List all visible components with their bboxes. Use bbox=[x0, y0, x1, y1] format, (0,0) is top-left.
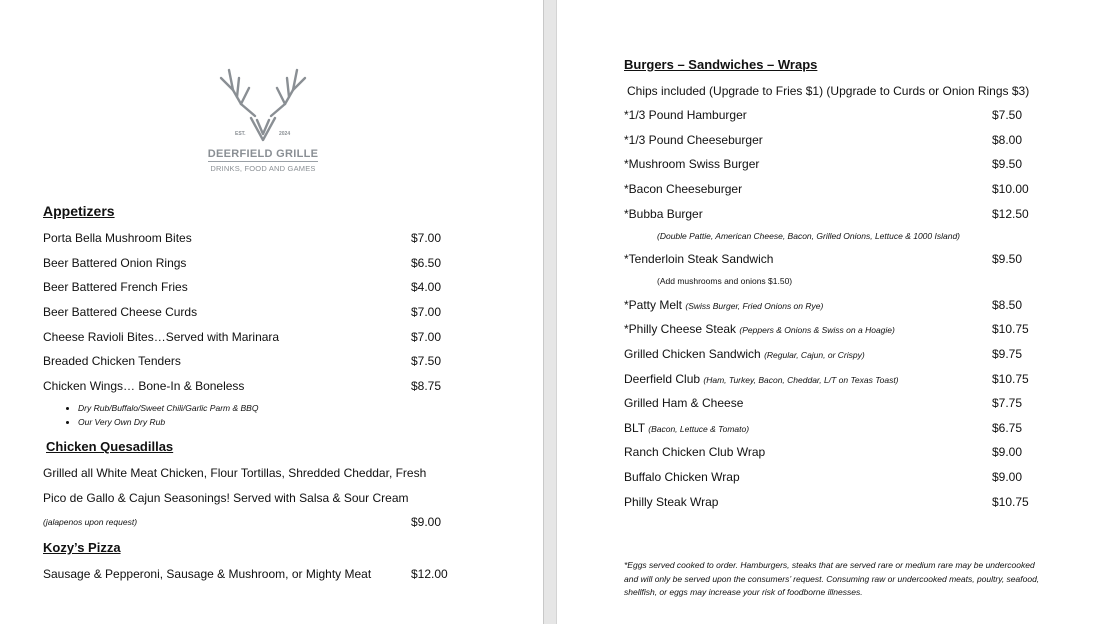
menu-item-name: *Tenderloin Steak Sandwich bbox=[624, 252, 774, 266]
menu-item-note: (Swiss Burger, Fried Onions on Rye) bbox=[685, 301, 824, 311]
menu-item-name: Chicken Wings… Bone-In & Boneless bbox=[43, 379, 245, 393]
menu-item-price: $10.00 bbox=[992, 182, 1029, 196]
quesadillas-price: $9.00 bbox=[411, 515, 442, 529]
menu-item-price: $10.75 bbox=[992, 372, 1029, 386]
quesadillas-desc-line2: Pico de Gallo & Cajun Seasonings! Served with Salsa & Sour Cream bbox=[43, 491, 409, 505]
menu-item-price: $8.00 bbox=[992, 133, 1023, 147]
menu-item-name: Deerfield Club bbox=[624, 372, 701, 386]
menu-item-name: Beer Battered Onion Rings bbox=[43, 256, 187, 270]
menu-item-name: Philly Steak Wrap bbox=[624, 495, 719, 509]
menu-item-name: Cheese Ravioli Bites…Served with Marinara bbox=[43, 330, 280, 344]
bubba-note: (Double Pattie, American Cheese, Bacon, Grilled Onions, Lettuce & 1000 Island) bbox=[657, 231, 961, 241]
menu-item-price: $6.50 bbox=[411, 256, 442, 270]
appetizers-heading: Appetizers bbox=[43, 203, 115, 219]
menu-item-price: $9.00 bbox=[992, 445, 1023, 459]
menu-item-name: Buffalo Chicken Wrap bbox=[624, 470, 740, 484]
menu-item-note: (Peppers & Onions & Swiss on a Hoagie) bbox=[739, 325, 895, 335]
list-item: • Our Very Own Dry Rub bbox=[78, 415, 258, 429]
pizza-heading: Kozy’s Pizza bbox=[43, 540, 121, 555]
menu-item-price: $9.50 bbox=[992, 252, 1023, 266]
menu-item-name: *Mushroom Swiss Burger bbox=[624, 157, 760, 171]
menu-item-price: $4.00 bbox=[411, 280, 442, 294]
menu-item-price: $8.50 bbox=[992, 298, 1023, 312]
logo-tagline: DRINKS, FOOD AND GAMES bbox=[210, 164, 316, 173]
menu-item-name: *Bacon Cheeseburger bbox=[624, 182, 743, 196]
wing-options-list bbox=[62, 401, 258, 429]
menu-item-price: $9.50 bbox=[992, 157, 1023, 171]
menu-item-name: *Philly Cheese Steak bbox=[624, 322, 737, 336]
menu-item-price: $6.75 bbox=[992, 421, 1023, 435]
menu-item-name: Breaded Chicken Tenders bbox=[43, 354, 181, 368]
menu-item bbox=[624, 322, 895, 336]
menu-item bbox=[624, 372, 899, 386]
list-item: • Dry Rub/Buffalo/Sweet Chili/Garlic Parm & BBQ bbox=[78, 401, 258, 415]
restaurant-logo bbox=[205, 64, 321, 176]
burgers-heading: Burgers – Sandwiches – Wraps bbox=[624, 57, 818, 72]
menu-item-price: $7.00 bbox=[411, 231, 442, 245]
menu-item bbox=[624, 347, 865, 361]
food-safety-footnote: *Eggs served cooked to order. Hamburgers, steaks that are served rare or medium rare may be undercooked and will only be served upon the consumers’ request. Consuming raw or undercooked meats, poultry, seafood, shellfish, or eggs may increase your risk of foodborne illnesses. bbox=[624, 560, 1040, 597]
menu-item bbox=[624, 298, 823, 312]
menu-item-name: Ranch Chicken Club Wrap bbox=[624, 445, 766, 459]
quesadillas-heading: Chicken Quesadillas bbox=[46, 439, 174, 454]
pizza-desc: Sausage & Pepperoni, Sausage & Mushroom, or Mighty Meat bbox=[43, 567, 372, 581]
menu-item-name: Beer Battered French Fries bbox=[43, 280, 188, 294]
menu-item-name: *Bubba Burger bbox=[624, 207, 703, 221]
menu-item-note: (Regular, Cajun, or Crispy) bbox=[764, 350, 865, 360]
menu-item-name: Grilled Chicken Sandwich bbox=[624, 347, 761, 361]
deer-antlers-icon bbox=[213, 64, 313, 144]
menu-item-price: $7.00 bbox=[411, 330, 442, 344]
menu-item-name: Grilled Ham & Cheese bbox=[624, 396, 744, 410]
menu-item-name: *1/3 Pound Hamburger bbox=[624, 108, 747, 122]
menu-item-name: BLT bbox=[624, 421, 645, 435]
pizza-price: $12.00 bbox=[411, 567, 448, 581]
menu-item-price: $10.75 bbox=[992, 495, 1029, 509]
menu-item-name: *1/3 Pound Cheeseburger bbox=[624, 133, 763, 147]
logo-year: 2024 bbox=[279, 131, 291, 137]
burgers-subtitle: Chips included (Upgrade to Fries $1) (Upgrade to Curds or Onion Rings $3) bbox=[627, 84, 1030, 98]
menu-item-note: (Bacon, Lettuce & Tomato) bbox=[648, 424, 750, 434]
menu-item-name: Beer Battered Cheese Curds bbox=[43, 305, 198, 319]
quesadillas-desc-line1: Grilled all White Meat Chicken, Flour Tortillas, Shredded Cheddar, Fresh bbox=[43, 466, 427, 480]
menu-item-price: $8.75 bbox=[411, 379, 442, 393]
menu-item-price: $10.75 bbox=[992, 322, 1029, 336]
menu-item-note: (Ham, Turkey, Bacon, Cheddar, L/T on Texas Toast) bbox=[703, 375, 899, 385]
menu-item-price: $9.75 bbox=[992, 347, 1023, 361]
menu-item-price: $7.75 bbox=[992, 396, 1023, 410]
menu-item-price: $9.00 bbox=[992, 470, 1023, 484]
menu-item-price: $7.50 bbox=[411, 354, 442, 368]
logo-est: EST. bbox=[235, 131, 246, 137]
logo-name: DEERFIELD GRILLE bbox=[207, 148, 319, 160]
menu-item-name: *Patty Melt bbox=[624, 298, 683, 312]
menu-item-price: $12.50 bbox=[992, 207, 1029, 221]
tenderloin-note: (Add mushrooms and onions $1.50) bbox=[657, 276, 793, 286]
menu-item-price: $7.50 bbox=[992, 108, 1023, 122]
menu-item bbox=[624, 421, 749, 435]
menu-item-price: $7.00 bbox=[411, 305, 442, 319]
page-gutter bbox=[543, 0, 557, 624]
quesadillas-note: (jalapenos upon request) bbox=[43, 517, 138, 527]
menu-item-name: Porta Bella Mushroom Bites bbox=[43, 231, 192, 245]
